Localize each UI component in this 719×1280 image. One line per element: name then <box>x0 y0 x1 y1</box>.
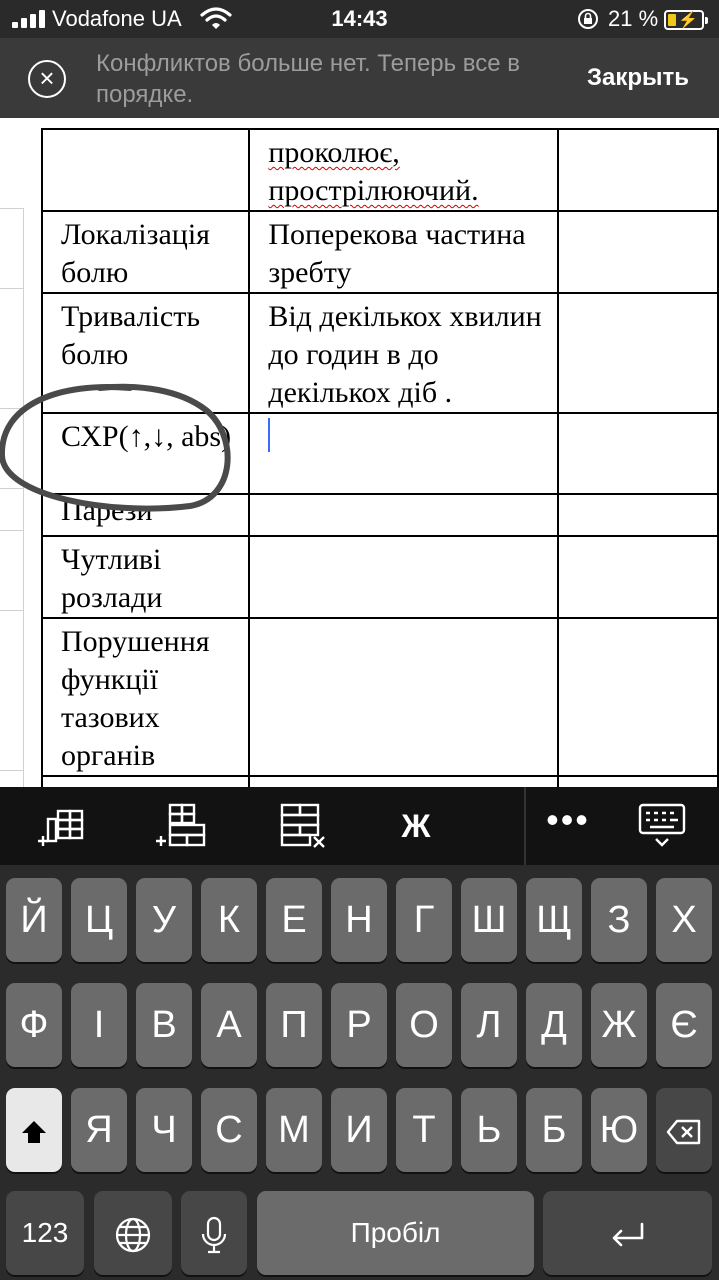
key-Щ[interactable]: Щ <box>526 878 582 962</box>
table-cell[interactable] <box>42 129 249 211</box>
table-cell[interactable] <box>42 494 249 536</box>
table-row <box>42 618 718 776</box>
table-cell[interactable] <box>558 129 718 211</box>
insert-row-icon[interactable] <box>154 801 210 851</box>
globe-key[interactable] <box>94 1191 172 1275</box>
key-І[interactable]: І <box>71 983 127 1067</box>
table-row <box>42 494 718 536</box>
table-cell[interactable] <box>42 618 249 776</box>
battery-percent: 21 % <box>608 6 659 31</box>
key-Н[interactable]: Н <box>331 878 387 962</box>
shift-key[interactable] <box>6 1088 62 1172</box>
key-Я[interactable]: Я <box>71 1088 127 1172</box>
key-П[interactable]: П <box>266 983 322 1067</box>
cell-text: Від декількох хвилин до годин в до декількох діб . <box>268 300 542 409</box>
key-Ц[interactable]: Ц <box>71 878 127 962</box>
close-button[interactable]: Закрыть <box>586 64 689 91</box>
conflict-banner <box>0 38 719 118</box>
text-cursor <box>268 418 270 452</box>
key-Ь[interactable]: Ь <box>461 1088 517 1172</box>
key-Б[interactable]: Б <box>526 1088 582 1172</box>
microphone-icon <box>199 1216 229 1254</box>
key-Л[interactable]: Л <box>461 983 517 1067</box>
key-Ч[interactable]: Ч <box>136 1088 192 1172</box>
return-icon <box>608 1220 648 1250</box>
backspace-icon <box>666 1118 702 1146</box>
carrier-name: Vodafone UA <box>52 6 182 31</box>
key-А[interactable]: А <box>201 983 257 1067</box>
table-cell[interactable] <box>42 536 249 618</box>
cell-text: Порушення функції тазових органів <box>61 625 210 772</box>
key-Е[interactable]: Е <box>266 878 322 962</box>
orientation-lock-icon <box>577 8 599 30</box>
cell-text: прострілюючий. <box>268 174 479 207</box>
keyboard <box>0 865 719 1280</box>
numbers-key[interactable]: 123 <box>6 1191 84 1275</box>
key-И[interactable]: И <box>331 1088 387 1172</box>
key-Т[interactable]: Т <box>396 1088 452 1172</box>
space-key[interactable]: Пробіл <box>257 1191 534 1275</box>
banner-message: Конфликтов больше нет. Теперь все в порядке. <box>96 50 521 108</box>
return-key[interactable] <box>543 1191 712 1275</box>
key-Ш[interactable]: Ш <box>461 878 517 962</box>
key-Ж[interactable]: Ж <box>591 983 647 1067</box>
table-row <box>42 129 718 211</box>
key-Й[interactable]: Й <box>6 878 62 962</box>
more-options-icon[interactable]: ••• <box>546 799 590 840</box>
battery-charging-icon: ⚡ <box>664 10 704 30</box>
key-Є[interactable]: Є <box>656 983 712 1067</box>
key-Х[interactable]: Х <box>656 878 712 962</box>
table-row <box>42 413 718 494</box>
table-cell[interactable] <box>249 494 557 536</box>
bold-button[interactable]: Ж <box>401 808 431 844</box>
cell-text: Парези <box>61 494 153 527</box>
shift-icon <box>19 1117 49 1147</box>
table-cell[interactable] <box>249 536 557 618</box>
insert-column-icon[interactable] <box>34 801 90 851</box>
cell-text: проколює, <box>268 136 400 169</box>
table-cell[interactable] <box>558 536 718 618</box>
close-circle-icon[interactable]: × <box>28 60 66 98</box>
table-cell[interactable] <box>249 129 557 211</box>
key-В[interactable]: В <box>136 983 192 1067</box>
table-row <box>42 293 718 413</box>
status-bar <box>0 0 719 38</box>
key-Ю[interactable]: Ю <box>591 1088 647 1172</box>
key-О[interactable]: О <box>396 983 452 1067</box>
microphone-key[interactable] <box>181 1191 247 1275</box>
key-М[interactable]: М <box>266 1088 322 1172</box>
backspace-key[interactable] <box>656 1088 712 1172</box>
cell-text: Локалізація болю <box>61 218 210 289</box>
cell-text: Чутливі розлади <box>61 543 163 614</box>
symptoms-table <box>41 128 719 837</box>
cell-text: Тривалість болю <box>61 300 200 371</box>
key-Р[interactable]: Р <box>331 983 387 1067</box>
table-cell[interactable] <box>558 494 718 536</box>
cell-text: Поперекова частина зребту <box>268 218 526 289</box>
table-cell[interactable] <box>558 293 718 413</box>
table-cell[interactable] <box>558 413 718 494</box>
table-cell-active[interactable] <box>249 413 557 494</box>
key-З[interactable]: З <box>591 878 647 962</box>
globe-icon <box>114 1216 152 1254</box>
key-Г[interactable]: Г <box>396 878 452 962</box>
table-cell[interactable] <box>42 293 249 413</box>
table-cell[interactable] <box>42 211 249 293</box>
table-cell[interactable] <box>249 293 557 413</box>
toolbar-divider <box>524 787 526 865</box>
table-cell[interactable] <box>249 618 557 776</box>
document-canvas[interactable] <box>0 118 719 787</box>
table-cell[interactable] <box>249 211 557 293</box>
key-С[interactable]: С <box>201 1088 257 1172</box>
table-cell[interactable] <box>558 211 718 293</box>
key-К[interactable]: К <box>201 878 257 962</box>
format-toolbar <box>0 787 719 865</box>
table-row <box>42 536 718 618</box>
key-Ф[interactable]: Ф <box>6 983 62 1067</box>
cell-text: СХР(↑,↓, abs) <box>61 420 232 453</box>
key-У[interactable]: У <box>136 878 192 962</box>
key-Д[interactable]: Д <box>526 983 582 1067</box>
delete-table-icon[interactable] <box>276 801 332 851</box>
clock: 14:43 <box>331 6 388 31</box>
table-cell[interactable] <box>42 413 249 494</box>
table-row <box>42 211 718 293</box>
table-cell[interactable] <box>558 618 718 776</box>
outer-table-edge <box>0 208 24 888</box>
hide-keyboard-icon[interactable] <box>634 801 690 851</box>
